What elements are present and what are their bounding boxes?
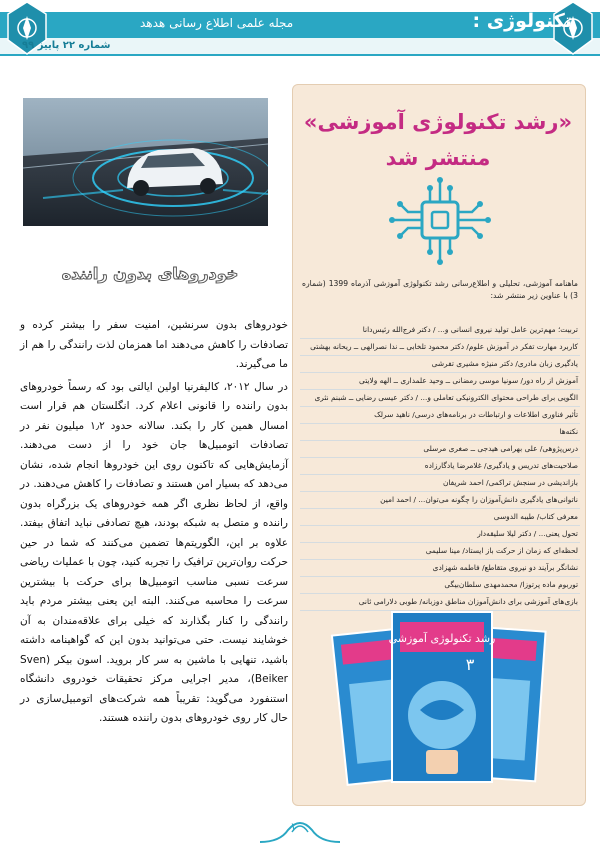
- panel-title-line: «رشد تکنولوژی آموزشی»: [303, 110, 573, 134]
- cover-title: رشد تکنولوژی آموزشی: [388, 632, 496, 645]
- section-title: تکنولوژی :: [472, 10, 572, 32]
- list-item: بازی‌های آموزشی برای دانش‌آموزان مناطق دوزبانه/ طوبی دلارامی ثانی: [300, 594, 580, 611]
- list-item: تربیت؛ مهم‌ترین عامل تولید نیروی انسانی و... / دکتر فرج‌الله رئیس‌دانا: [300, 322, 580, 339]
- circuit-chip-icon: [380, 176, 500, 266]
- article-heading: خودروهای بدون راننده: [61, 264, 239, 283]
- article-paragraph: در سال ۲۰۱۲، کالیفرنیا اولین ایالتی بود که رسماً خودروهای بدون راننده را قانونی اعلام کرد. انگلستان هم قرار است امسال همین کار را بکند. سالانه حدود ۱٫۲ میلیون نفر در تصادفات اتومبیل‌ها جان خود را از دست می‌دهند. آزمایش‌هایی که تاکنون روی این خودروها انجام شده، نشان می‌دهد که بسیار امن هستند و تصادفات را کاهش می‌دهند. در واقع، از لحاظ نظری اگر همه خودروهای یک بزرگراه بدون راننده و متصل به شبکه بودند، هیچ تصادفی نباید اتفاق بیفتد. علاوه بر این، الگوریتم‌ها تضمین می‌کنند که شما در حین حرکت روان‌ترین ترافیک را تجربه کنید، چون با عملیات ریاضی سرعت نسبی مناسب اتومبیل‌ها برای حرکت با بیشترین سرعت را محاسبه می‌کنند. البته این یعنی بیشتر مردم باید رانندگی را کنار بگذارند که خیلی برای علاقه‌مندان به آن خوشایند نیست. حتی می‌توانید بدون این که گواهینامه داشته باشید، تنهایی با ماشین به سر کار بروید. اسون بیکر (Sven Beiker)، مدیر اجرایی مرکز تحقیقات خودروی دانشگاه استنفورد می‌گوید: تقریباً همه شرکت‌های اتومبیل‌سازی در حال کار روی خودروهای بدون راننده هستند.: [20, 380, 288, 724]
- cover-number: ۳: [465, 655, 475, 674]
- list-item: نشانگر برآیند دو نیروی متقاطع/ فاطمه شهزادی: [300, 560, 580, 577]
- footer-ornament-icon: [260, 812, 340, 844]
- article-paragraph: خودروهای بدون سرنشین، امنیت سفر را بیشتر کرده و تصادفات را کاهش می‌دهند اما همزمان لذت رانندگی را هم از ما می‌گیرند.: [20, 319, 288, 370]
- list-item: لحظه‌ای که زمان از حرکت باز ایستاد/ مینا سلیمی: [300, 543, 580, 560]
- list-item: صلاحیت‌های تدریس و یادگیری/ غلامرضا یادگارزاده: [300, 458, 580, 475]
- panel-intro: ماهنامه آموزشی، تحلیلی و اطلاع‌رسانی رشد تکنولوژی آموزشی آذرماه 1399 (شماره 3) با عناوین زیر منتشر شد:: [302, 279, 578, 300]
- list-item: تأثیر فناوری اطلاعات و ارتباطات در برنامه‌های درسی/ ناهید سرلک: [300, 407, 580, 424]
- list-item: کاربرد مهارت تفکر در آموزش علوم/ دکتر محمود تلخابی ــ ندا نصرالهی ــ ریحانه بهشتی: [300, 339, 580, 356]
- article-body: [20, 316, 288, 732]
- issue-label: شماره ۲۲ پاییز ۹۹: [22, 40, 111, 51]
- list-item: نکته‌ها: [300, 424, 580, 441]
- panel-title-line: منتشر شد: [385, 146, 491, 170]
- contents-list: [300, 322, 580, 611]
- list-item: درس‌پژوهی/ علی بهرامی هیدجی ــ صغری مرسلی: [300, 441, 580, 458]
- magazine-name: مجله علمی اطلاع رسانی هدهد: [140, 16, 294, 30]
- list-item: توربوم ماده پرتوزا/ محمدمهدی سلطان‌بیگی: [300, 577, 580, 594]
- list-item: الگویی برای طراحی محتوای الکترونیکی تعاملی و... / دکتر عیسی رضایی ــ شبنم نثری: [300, 390, 580, 407]
- panel-title: [300, 104, 576, 176]
- list-item: معرفی کتاب/ طیبه الدوسی: [300, 509, 580, 526]
- list-item: ناتوانی‌های یادگیری دانش‌آموزان را چگونه می‌توان... / احمد امین: [300, 492, 580, 509]
- list-item: بازاندیشی در سنجش تراکمی/ احمد شریفان: [300, 475, 580, 492]
- list-item: تحول یعنی... / دکتر لیلا سلیقه‌دار: [300, 526, 580, 543]
- page-number: ۱: [290, 820, 297, 834]
- page-header: [0, 0, 600, 58]
- list-item: آموزش از راه دور/ سونیا موسی رمضانی ــ وحید علمداری ــ الهه ولایتی: [300, 373, 580, 390]
- self-driving-car-image: [23, 98, 268, 226]
- magazine-covers-image: [330, 600, 550, 800]
- list-item: یادگیری زبان مادری/ دکتر منیژه مشیری تفرشی: [300, 356, 580, 373]
